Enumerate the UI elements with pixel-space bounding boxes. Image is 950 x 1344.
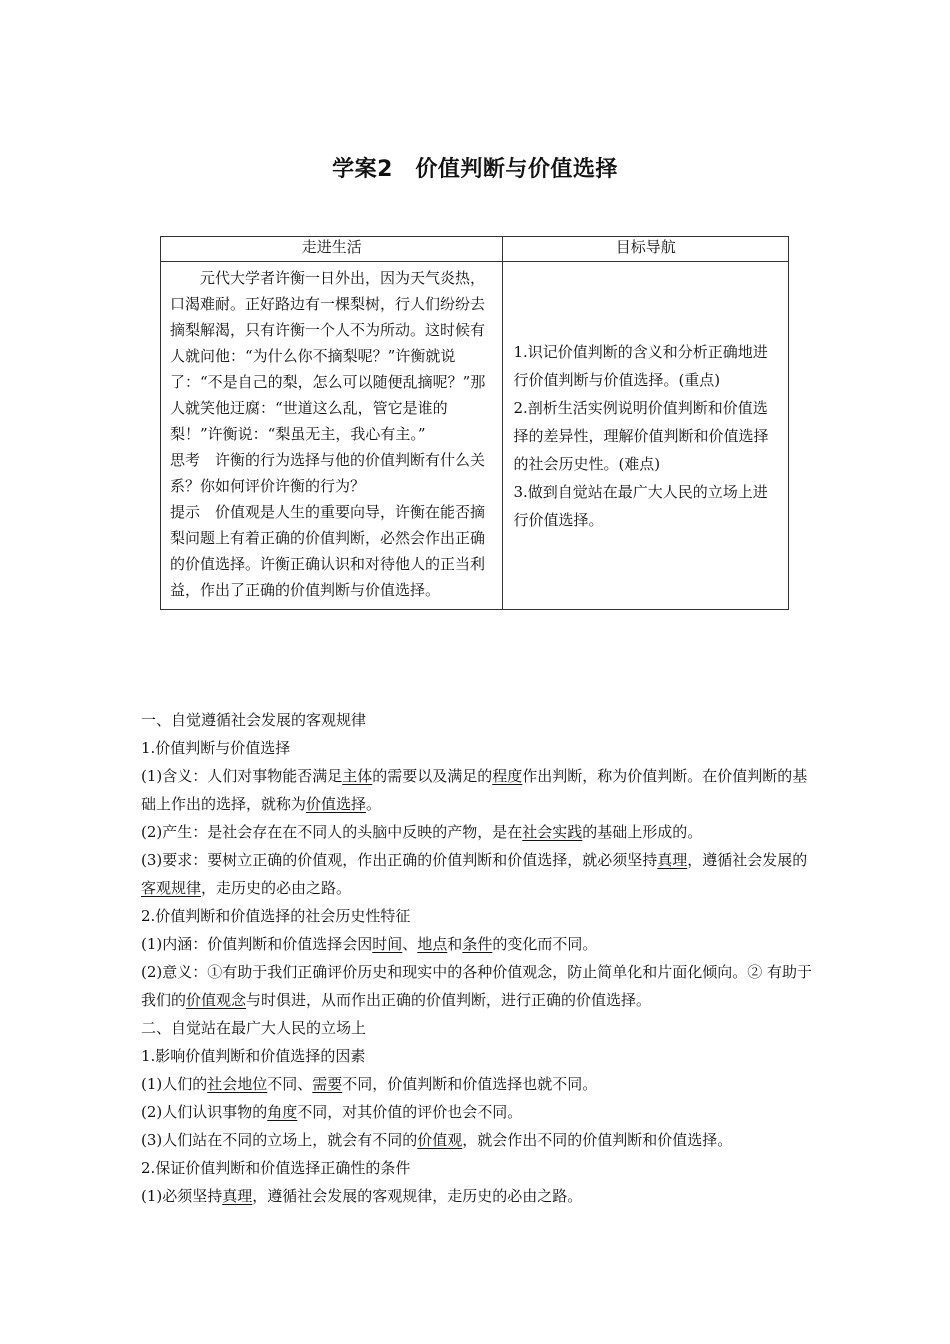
note-paragraph	[141, 930, 821, 958]
text-run: (1)内涵：价值判断和价值选择会因	[141, 935, 373, 953]
note-paragraph	[141, 1126, 821, 1154]
goals-cell	[503, 262, 789, 610]
note-paragraph	[141, 762, 821, 818]
text-run: (1)必须坚持	[141, 1187, 223, 1205]
goal-item: 3.做到自觉站在最广大人民的立场上进行价值选择。	[513, 482, 768, 529]
key-term: 社会实践	[522, 823, 583, 841]
subsection-heading: 2.价值判断和价值选择的社会历史性特征	[141, 907, 411, 925]
text-run: (2)产生：是社会存在在不同人的头脑中反映的产物，是在	[141, 823, 523, 841]
text-run: ，就会作出不同的价值判断和价值选择。	[462, 1131, 733, 1149]
key-term: 价值观念	[186, 991, 247, 1009]
text-run: 、	[402, 935, 418, 953]
key-term: 真理	[657, 851, 688, 869]
question-text: 思考 许衡的行为选择与他的价值判断有什么关系？你如何评价许衡的行为？	[170, 451, 486, 495]
key-term: 价值选择	[306, 795, 367, 813]
key-term: 程度	[492, 767, 523, 785]
page-title: 学案2 价值判断与价值选择	[332, 157, 618, 182]
text-run: 。	[366, 795, 382, 813]
goal-item: 1.识记价值判断的含义和分析正确地进行价值判断与价值选择。(重点)	[513, 342, 768, 389]
table-body-row	[161, 262, 789, 610]
life-cell	[161, 262, 503, 610]
text-run: (3)人们站在不同的立场上，就会有不同的	[141, 1131, 418, 1149]
text-run: ，遵循社会发展的客观规律，走历史的必由之路。	[252, 1187, 583, 1205]
text-run: 不同，对其价值的评价也会不同。	[297, 1103, 523, 1121]
key-term: 地点	[417, 935, 448, 953]
key-term: 价值观	[417, 1131, 463, 1149]
header-life: 走进生活	[161, 237, 503, 262]
text-run: (3)要求：要树立正确的价值观，作出正确的价值判断和价值选择，就必须坚持	[141, 851, 658, 869]
note-paragraph	[141, 1182, 821, 1210]
subsection-heading: 1.影响价值判断和价值选择的因素	[141, 1047, 366, 1065]
subsection-heading: 2.保证价值判断和价值选择正确性的条件	[141, 1159, 411, 1177]
key-term: 真理	[222, 1187, 253, 1205]
text-run: 和	[447, 935, 463, 953]
note-paragraph	[141, 958, 821, 1014]
note-paragraph	[141, 818, 821, 846]
key-term: 客观规律	[141, 879, 202, 897]
goal-item: 2.剖析生活实例说明价值判断和价值选择的差异性，理解价值判断和价值选择的社会历史性。(难点)	[513, 398, 769, 473]
text-run: (2)意义：①有助于我们正确评价历史和现实中的各种价值观念，防止简单化和片面化倾向。② 有助于我们的	[141, 963, 813, 1009]
text-run: 的变化而不同。	[492, 935, 598, 953]
text-run: (1)含义：人们对事物能否满足	[141, 767, 343, 785]
text-run: 的需要以及满足的	[372, 767, 493, 785]
section-heading: 一、自觉遵循社会发展的客观规律	[141, 711, 367, 729]
story-text: 元代大学者许衡一日外出，因为天气炎热，口渴难耐。正好路边有一棵梨树，行人们纷纷去摘梨解渴，只有许衡一个人不为所动。这时候有人就问他：“为什么你不摘梨呢？”许衡就说了：“不是自己的梨，怎么可以随便乱摘呢？”那人就笑他迂腐：“世道这么乱，管它是谁的梨！”许衡说：“梨虽无主，我心有主。”	[170, 269, 486, 443]
text-run: 不同，价值判断和价值选择也就不同。	[342, 1075, 598, 1093]
section-heading: 二、自觉站在最广大人民的立场上	[141, 1019, 367, 1037]
header-goals: 目标导航	[503, 237, 789, 262]
study-notes	[141, 706, 821, 1210]
text-run: ，走历史的必由之路。	[201, 879, 352, 897]
note-paragraph	[141, 846, 821, 902]
text-run: (1)人们的	[141, 1075, 208, 1093]
text-run: 不同、	[267, 1075, 313, 1093]
note-paragraph	[141, 1098, 821, 1126]
key-term: 需要	[312, 1075, 343, 1093]
text-run: 作出判断，称为价值判断。在价值判断的基础上作出的选择，就称为	[141, 767, 808, 813]
key-term: 条件	[462, 935, 493, 953]
key-term: 角度	[267, 1103, 298, 1121]
key-term: 时间	[372, 935, 403, 953]
key-term: 主体	[342, 767, 373, 785]
hint-text: 提示 价值观是人生的重要向导，许衡在能否摘梨问题上有着正确的价值判断，必然会作出正确的价值选择。许衡正确认识和对待他人的正当利益，作出了正确的价值判断与价值选择。	[170, 503, 486, 599]
table-header-row	[161, 237, 789, 262]
subsection-heading: 1.价值判断与价值选择	[141, 739, 291, 757]
intro-table	[160, 236, 789, 610]
note-paragraph	[141, 1070, 821, 1098]
text-run: (2)人们认识事物的	[141, 1103, 268, 1121]
text-run: ，遵循社会发展的	[687, 851, 808, 869]
text-run: 的基础上形成的。	[582, 823, 703, 841]
key-term: 社会地位	[207, 1075, 268, 1093]
text-run: 与时俱进，从而作出正确的价值判断，进行正确的价值选择。	[246, 991, 652, 1009]
